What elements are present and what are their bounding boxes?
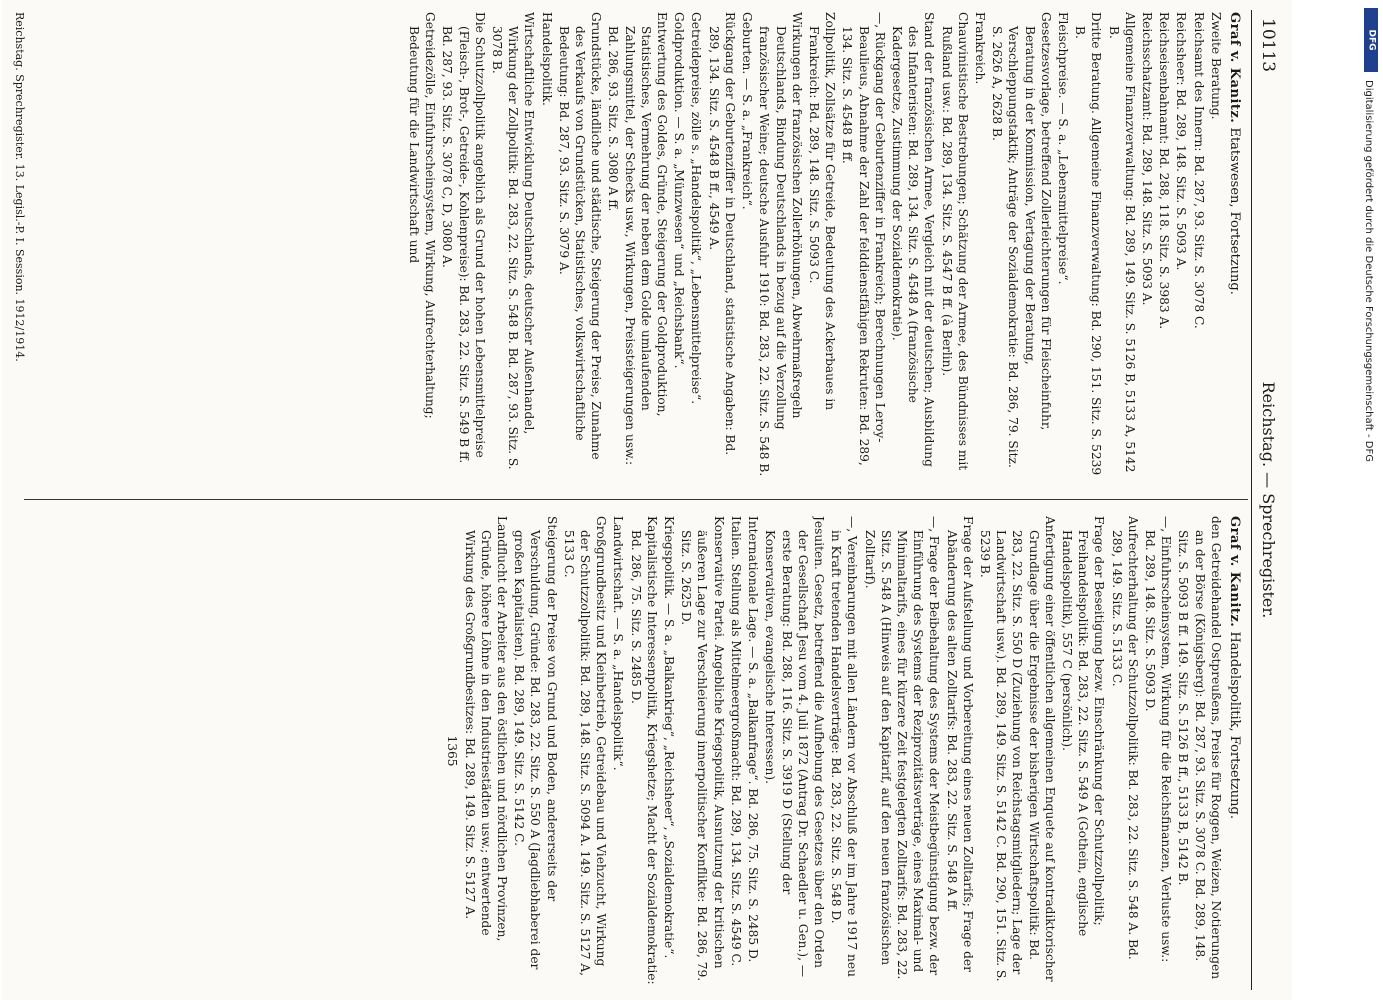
- index-entry: den Getreidehandel Ostpreußens, Preise für Roggen, Weizen, Notierungen an der Börse (Königsberg): Bd. 287, 93. Sitz. S. 3078 C. Bd. 289, 148. Sitz. S. 5093 B ff. 149. Sitz. S. 5126 B ff., 5133 B, 5142 B.: [1176, 516, 1223, 980]
- index-entry: Landwirtschaft. — S. a. „Handelspolitik“.: [611, 516, 626, 771]
- dfg-logo-text: DFG: [1366, 29, 1377, 51]
- index-entry: Anfertigung einer öffentlichen allgemeinen Enquete auf kontradiktorischer Grundlage über die Ergebnisse der bisherigen Wirtschaftspolitik: Bd. 283, 22. Sitz. S. 550 D (Zuziehung von Reichstagsmitgliedern; Lage der Landwirtschaft usw.). Bd. 289, 149. Sitz. S. 5142 C. Bd. 290, 151. Sitz. S. 5239 B.: [977, 516, 1057, 982]
- index-entry: Internationale Lage. — S. a. „Balkanfrage“. Bd. 286, 75. Sitz. S. 2485 D.: [746, 516, 761, 963]
- index-entry: Großgrundbesitz und Kleinbetrieb, Getreidebau und Viehzucht, Wirkung der Schutzzollpolitik: Bd. 289, 148. Sitz. S. 5094 A. 149. Sitz. S. 5127 A, 5133 C.: [561, 516, 609, 977]
- index-entry: Aufrechterhaltung der Schutzzollpolitik: Bd. 283, 22. Sitz. S. 548 A. Bd. 289, 149. Sitz. S. 5133 C.: [1109, 516, 1140, 960]
- index-entry: Frage der Beseitigung bezw. Einschränkung der Schutzzollpolitik; Freihandelspolitik: Bd. 283, 22. Sitz. S. 549 A (Gothein, englische Handelspolitik), 557 C (persönlich).: [1059, 516, 1107, 937]
- right-column: [32, 516, 1242, 986]
- index-entry: Goldproduktion. — S. a. „Münzwesen“ und „Reichsbank“.: [672, 12, 687, 369]
- index-entry: Zweite Beratung.: [1208, 12, 1223, 120]
- index-entry: Wirtschaftliche Entwicklung Deutschlands, deutscher Außenhandel, Wirkung der Zollpolitik: Bd. 283, 22. Sitz. S. 548 B. Bd. 287, 93. Sitz. S. 3078 B.: [490, 12, 537, 470]
- index-entry: Reichsamt des Innern: Bd. 287, 93. Sitz. S. 3078 C.: [1191, 12, 1206, 329]
- speaker-name: Graf v. Kanitz.: [1227, 12, 1242, 124]
- index-entry: Gesetzesvorlage, betreffend Zollerleichterungen für Fleischeinfuhr, Beratung in der Kommission, Vertagung der Beratung, Verschleppungstaktik; Anträge der Sozialdemokratie: Bd. 286, 79. Sitz. S. 2626 A, 2628 B.: [990, 12, 1053, 468]
- index-entry: Chauvinistische Bestrebungen; Schätzung der Armee, des Bündnisses mit Rußland usw.: Bd. 289, 134. Sitz. S. 4547 B ff. (à Berlin).: [939, 12, 970, 471]
- running-title: Reichstag. — Sprechregister.: [1259, 381, 1278, 619]
- index-entry: Zollpolitik, Zollsätze für Getreide, Bedeutung des Ackerbaues in Frankreich: Bd. 289, 148. Sitz. S. 5093 C.: [806, 12, 838, 411]
- index-entry: Rückgang der Geburtenziffer in Deutschland, statistische Angaben: Bd. 289, 134. Sitz. S. 4548 B ff., 4549 A.: [706, 12, 737, 456]
- topic-heading: Handelspolitik, Fortsetzung.: [1227, 631, 1242, 819]
- index-entry: Italien. Stellung als Mittelmeergroßmacht: Bd. 289, 134. Sitz. S. 4549 C.: [728, 516, 743, 967]
- index-entry: Landflucht der Arbeiter aus den östlichen und nördlichen Provinzen, Gründe, höhere Löhne in den Industriestädten usw.; entwertende Wirkung des Großgrundbesitzes: Bd. 289, 149. Sitz. S. 5127 A.: [462, 516, 510, 942]
- index-entry: Allgemeine Finanzverwaltung: Bd. 289, 149. Sitz. S. 5126 B, 5133 A, 5142 B.: [1106, 12, 1137, 473]
- scanned-page: [2, 0, 1292, 1000]
- index-entry: Reichseisenbahnamt: Bd. 288, 118. Sitz. S. 3983 A.: [1157, 12, 1172, 330]
- index-entry: —, Rückgang der Geburtenziffer in Frankreich; Berechnungen Leroy-Beaulieus, Abnahme der Zahl der felddienstfähigen Rekruten: Bd. 289, 134. Sitz. S. 4548 B ff.: [840, 12, 887, 466]
- index-entry: Getreidezölle, Einfuhrscheinsystem, Wirkung, Aufrechterhaltung; Bedeutung für die Landwirtschaft und: [407, 12, 438, 419]
- right-column-heading: [1226, 516, 1242, 986]
- index-entry: Stand der französischen Armee, Vergleich mit der deutschen; Ausbildung des Infanteristen: Bd. 289, 134. Sitz. S. 4548 A (französische Kadergesetze, Zustimmung der Sozialdemokratie).: [889, 12, 937, 467]
- index-entry: Kapitalistische Interessenpolitik, Kriegshetze; Macht der Sozialdemokratie: Bd. 286, 75. Sitz. S. 2485 D.: [628, 516, 659, 985]
- index-entry: Wirkungen der französischen Zollerhöhungen, Abwehrmaßregeln Deutschlands, Bindung Deutschlands in bezug auf die Verzollung französischer Weine; deutsche Ausfuhr 1910: Bd. 283, 22. Sitz. S. 548 B.: [757, 12, 804, 477]
- index-entry: Geburten. — S. a. „Frankreich“.: [740, 12, 755, 210]
- index-entry: Entwertung des Goldes, Gründe, Steigerung der Goldproduktion, Statistisches, Vermehrung der neben dem Golde umlaufenden Zahlungsmittel, der Schecks usw., Wirkungen, Preissteigerungen usw.: Bd. 286, 93. Sitz. S. 3080 A ff.: [606, 12, 670, 466]
- index-entry: —, Einfuhrscheinsystem, Wirkung für die Reichsfinanzen, Verluste usw.: Bd. 289, 148. Sitz. S. 5093 D.: [1142, 516, 1174, 963]
- signature-mark: 1365: [445, 735, 460, 767]
- index-entry: Frage der Aufstellung und Vorbereitung eines neuen Zolltarifs; Frage der Abänderung des alten Zolltarifs: Bd. 283, 22. Sitz. S. 548 A ff.: [944, 516, 975, 972]
- index-entry: Die Schutzzollpolitik angeblich als Grund der hohen Lebensmittelpreise (Fleisch-, Brot-, Getreide-, Kohlenpreise): Bd. 283, 22. Sitz. S. 549 B ff. Bd. 287, 93. Sitz. S. 3078 C, D, 3080 A.: [440, 12, 487, 464]
- index-entry: Jesuiten. Gesetz, betreffend die Aufhebung des Gesetzes über den Orden der Gesellschaft Jesu vom 4. Juli 1872 (Antrag Dr. Schaedler u. Gen.), — erste Beratung: Bd. 288, 116. Sitz. S. 3919 D (Stellung der Konservativen, evangelische Interessen).: [763, 516, 826, 978]
- index-entry: Frankreich.: [972, 12, 987, 85]
- index-entry: —, Frage der Beibehaltung des Systems der Meistbegünstigung bezw. der Einführung des Systems der Reziprozitätsverträge, eines Maximal- und Minimaltarifs, eines für kürzere Zeit festgelegten Zolltarifs: Bd. 283, 22. Sitz. S. 548 A (Hinweis auf den Kapitarif, auf den neuen französischen Zolltarif).: [862, 516, 942, 980]
- running-head: [1254, 0, 1284, 1000]
- index-entry: Reichsschatzamt: Bd. 289, 148. Sitz. S. 5093 A.: [1139, 12, 1154, 306]
- left-column: [32, 12, 1242, 482]
- index-entry: Konservative Partei. Angebliche Kriegspolitik, Ausnutzung der kritischen äußeren Lage zur Verschleierung innerpolitischer Konflikte: Bd. 286, 79. Sitz. S. 2625 D.: [679, 516, 726, 982]
- dfg-logo: [1364, 8, 1378, 72]
- index-entry: Kriegspolitik. — S. a. „Balkankrieg“, „Reichsheer“, „Sozialdemokratie“.: [662, 516, 677, 959]
- index-entry: Getreidepreise, zölle s. „Handelspolitik“, „Lebensmittelpreise“.: [689, 12, 704, 405]
- index-entry: Reichsheer: Bd. 289, 148. Sitz. S. 5093 A.: [1174, 12, 1189, 271]
- index-entry: Grundstücke, ländliche und städtische, Steigerung der Preise, Zunahme des Verkaufs von Grundstücken, Statistisches, volkswirtschaftliche Bedeutung: Bd. 287, 93. Sitz. S. 3079 A.: [556, 12, 604, 460]
- page-number: 10113: [1258, 18, 1278, 73]
- index-entry: Dritte Beratung. Allgemeine Finanzverwaltung: Bd. 290, 151. Sitz. S. 5239 B.: [1073, 12, 1104, 476]
- index-entry: Fleischpreise. — S. a. „Lebensmittelpreise“.: [1055, 12, 1070, 285]
- column-rule: [24, 499, 1248, 500]
- footer-imprint: Reichstag. Sprechregister. 13. Legisl.-P. I. Session. 1912/1914.: [13, 12, 26, 362]
- left-column-heading: [1226, 12, 1242, 482]
- index-entry: Steigerung der Preise von Grund und Boden, andererseits der Verschuldung, Gründe: Bd. 283, 22. Sitz. S. 550 A (Jagdliebhaberei der großen Kapitalisten). Bd. 289, 149. Sitz. S. 5142 C.: [512, 516, 559, 970]
- topic-heading: Etatswesen, Fortsetzung.: [1227, 127, 1242, 295]
- page-footer: [8, 12, 26, 988]
- speaker-name: Graf v. Kanitz.: [1227, 516, 1242, 628]
- index-entry: —, Vereinbarungen mit allen Ländern vor Abschluß der im Jahre 1917 neu in Kraft tretenden Handelsverträge: Bd. 283, 22. Sitz. S. 548 D.: [829, 516, 860, 977]
- header-rule: [1251, 10, 1252, 990]
- index-entry: Handelspolitik.: [539, 12, 554, 106]
- digitization-note: Digitalisierung gefördert durch die Deutsche Forschungsgemeinschaft - DFG: [1363, 80, 1374, 463]
